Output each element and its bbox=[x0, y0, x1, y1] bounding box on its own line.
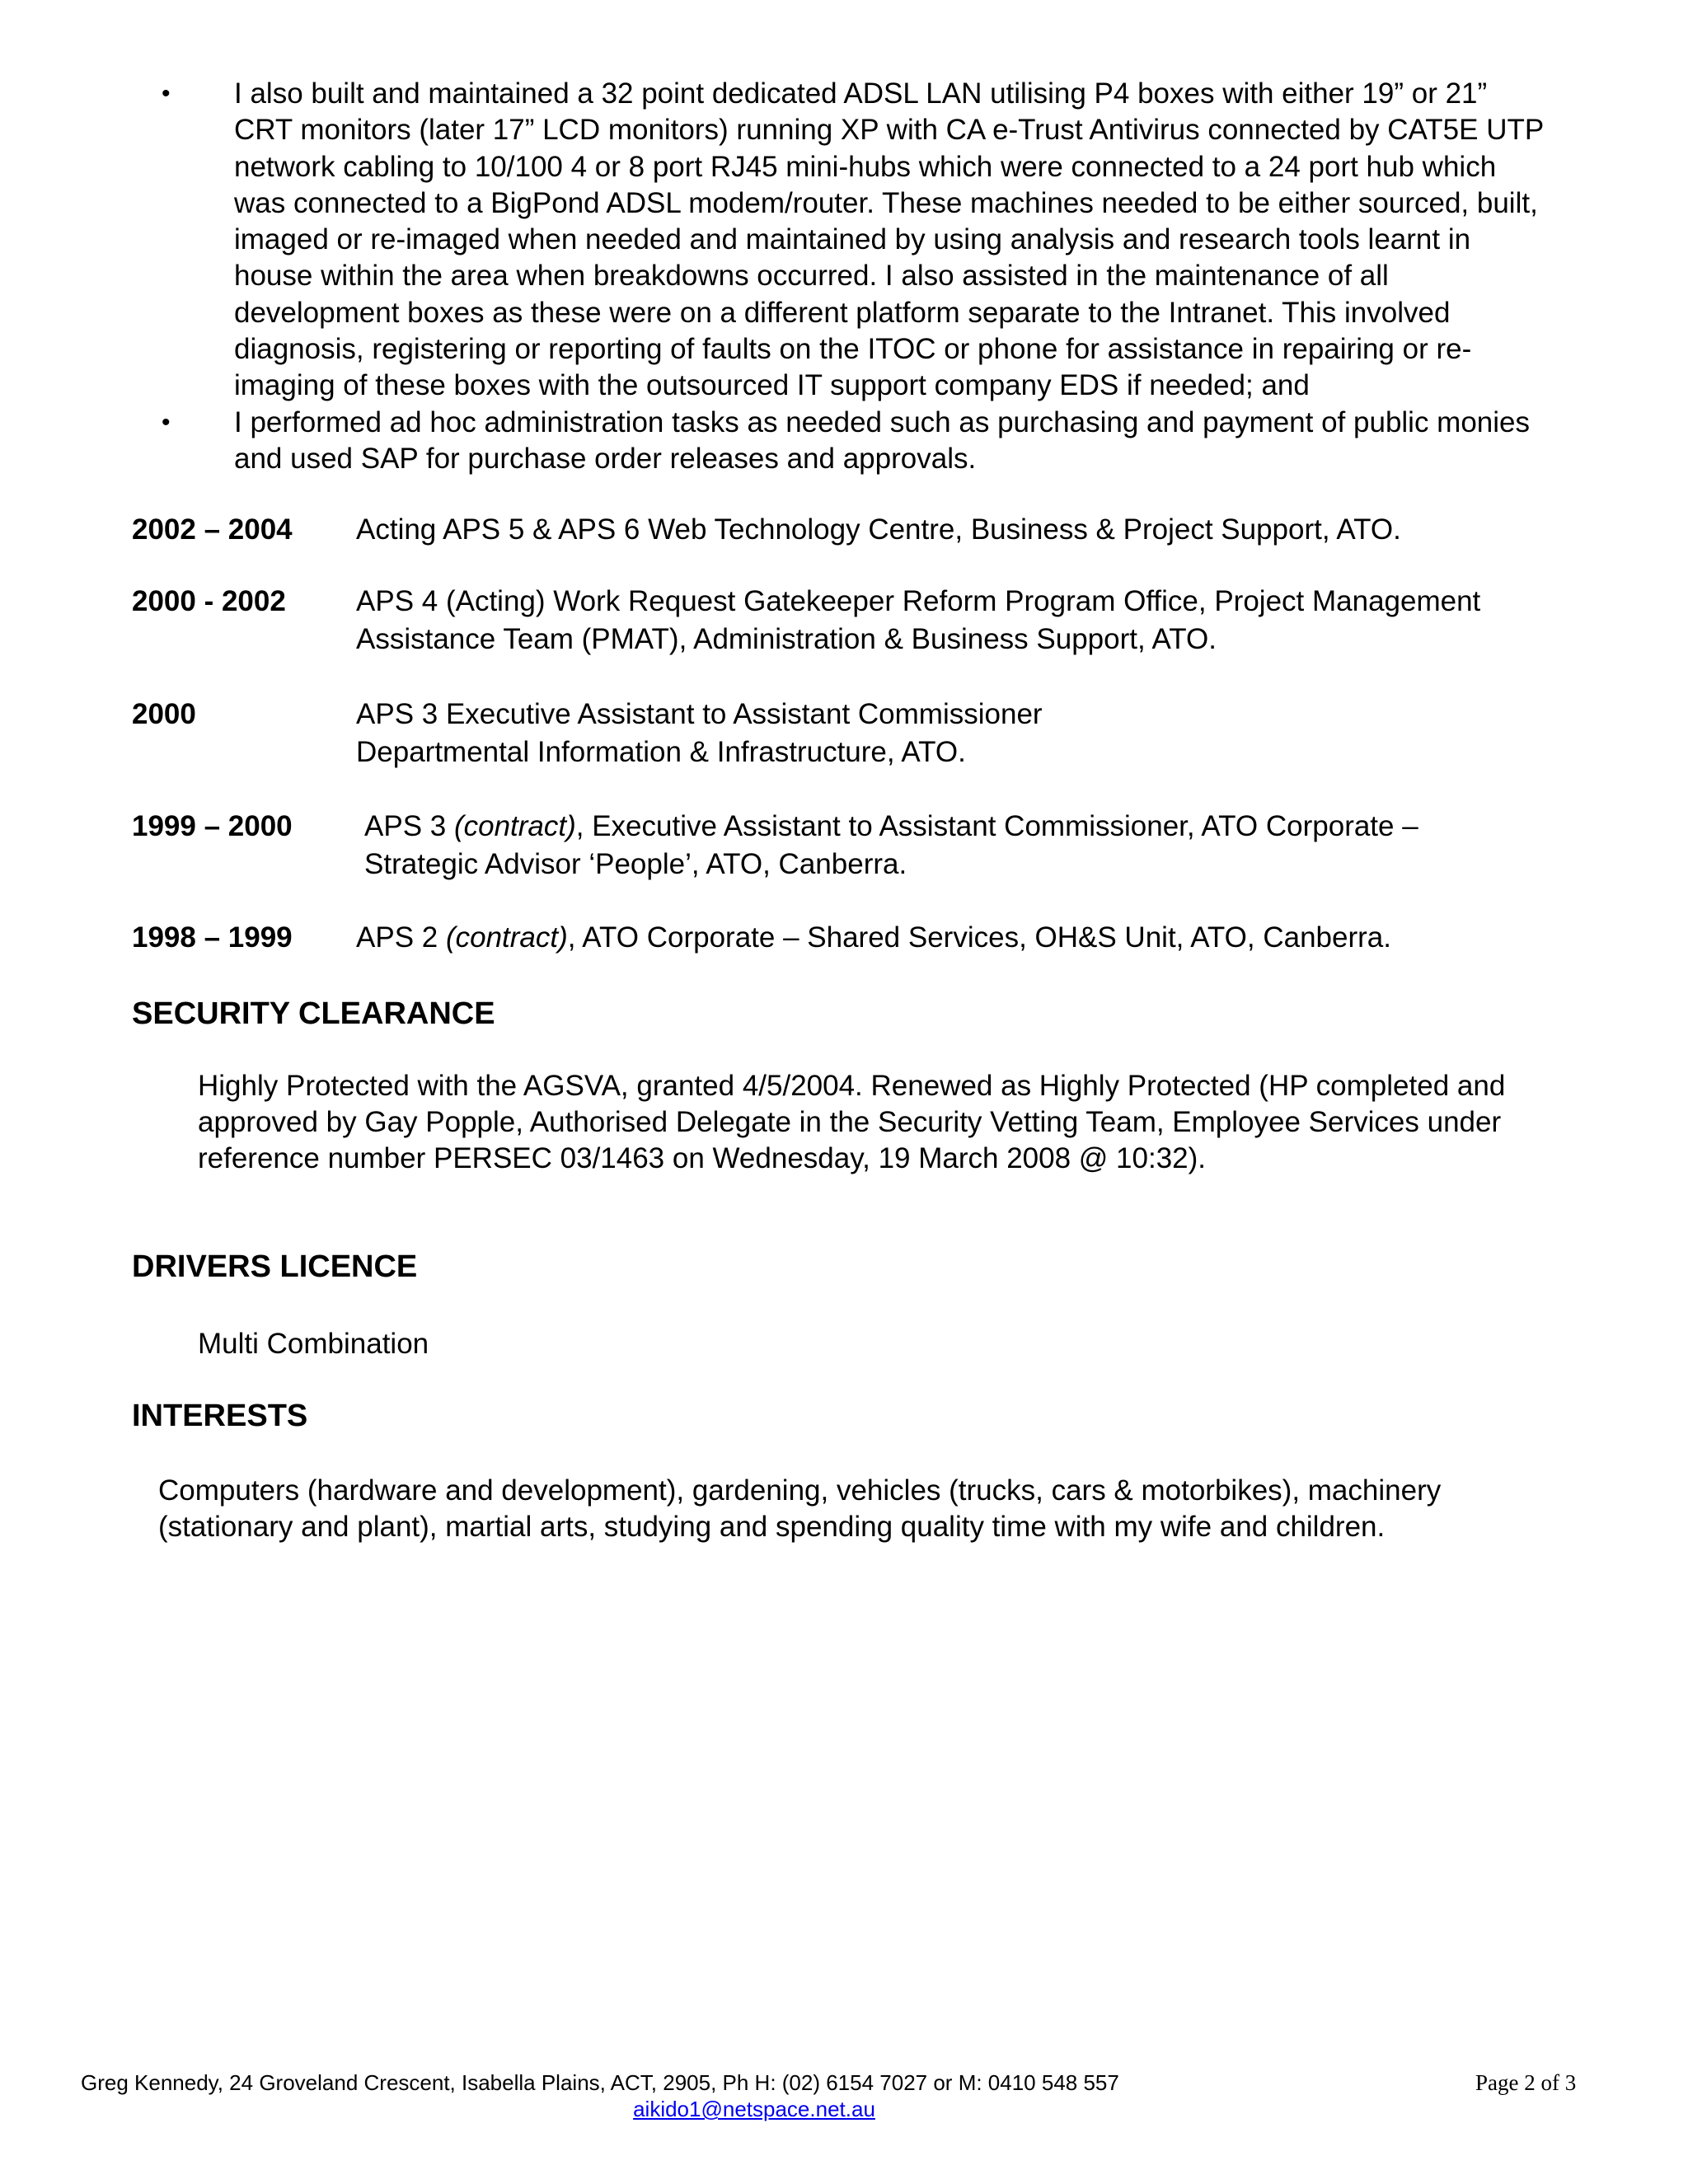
job-line bbox=[364, 808, 1688, 846]
job-line bbox=[356, 919, 1688, 957]
job-line-text: APS 3 bbox=[364, 810, 454, 842]
job-description bbox=[364, 808, 1688, 883]
bullet-text: I performed ad hoc administration tasks as needed such as purchasing and payment of public monies and used SAP for purchase order releases and approvals. bbox=[234, 405, 1531, 475]
job-contract-label: (contract) bbox=[453, 810, 576, 842]
interests-text: Computers (hardware and development), gardening, vehicles (trucks, cars & motorbikes), machinery (stationary and plant), martial arts, studying and spending quality time with my wife and children. bbox=[158, 1474, 1442, 1543]
job-years: 2000 - 2002 bbox=[132, 585, 286, 617]
footer-email-link[interactable]: aikido1@netspace.net.au bbox=[633, 2097, 875, 2121]
duties-bullet-list bbox=[132, 76, 1550, 477]
security-clearance-heading: SECURITY CLEARANCE bbox=[132, 996, 495, 1031]
job-line: Acting APS 5 & APS 6 Web Technology Centre, Business & Project Support, ATO. bbox=[356, 513, 1401, 546]
page-number: Page 2 of 3 bbox=[1475, 2070, 1577, 2095]
job-years: 2002 – 2004 bbox=[132, 513, 293, 546]
job-line: Assistance Team (PMAT), Administration & Business Support, ATO. bbox=[356, 623, 1217, 655]
bullet-dot-icon: • bbox=[162, 80, 171, 107]
job-description bbox=[356, 511, 1688, 549]
bullet-item bbox=[132, 405, 1550, 478]
job-line: Departmental Information & Infrastructure, ATO. bbox=[356, 736, 966, 768]
footer-contact-details: Greg Kennedy, 24 Groveland Crescent, Isabella Plains, ACT, 2905, Ph H: (02) 6154 7027 or M: 0410 548 557 bbox=[81, 2070, 1119, 2095]
job-description bbox=[356, 919, 1688, 957]
job-line: APS 4 (Acting) Work Request Gatekeeper Reform Program Office, Project Management bbox=[356, 585, 1481, 617]
security-clearance-text: Highly Protected with the AGSVA, granted 4/5/2004. Renewed as Highly Protected (HP completed and approved by Gay Popple, Authorised Delegate in the Security Vetting Team, Employee Services under reference number PERSEC 03/1463 on Wednesday, 19 March 2008 @ 10:32). bbox=[198, 1070, 1506, 1174]
bullet-text: I also built and maintained a 32 point dedicated ADSL LAN utilising P4 boxes with either 19” or 21” CRT monitors (later 17” LCD monitors) running XP with CA e-Trust Antivirus connected by CAT5E UTP network cabling to 10/100 4 or 8 port RJ45 mini-hubs which were connected to a 24 port hub which was connected to a BigPond ADSL modem/router. These machines needed to be either sourced, built, imaged or re-imaged when needed and maintained by using analysis and research tools learnt in house within the area when breakdowns occurred. I also assisted in the maintenance of all development boxes as these were on a different platform separate to the Intranet. This involved diagnosis, registering or reporting of faults on the ITOC or phone for assistance in repairing or re-imaging of these boxes with the outsourced IT support company EDS if needed; and bbox=[234, 77, 1544, 402]
bullet-dot-icon: • bbox=[162, 408, 171, 436]
job-description bbox=[356, 696, 1688, 771]
job-contract-label: (contract) bbox=[445, 921, 568, 954]
drivers-licence-text: Multi Combination bbox=[198, 1328, 429, 1360]
job-line-text: , ATO Corporate – Shared Services, OH&S Unit, ATO, Canberra. bbox=[567, 921, 1391, 954]
bullet-item bbox=[132, 76, 1550, 405]
interests-heading: INTERESTS bbox=[132, 1399, 308, 1433]
drivers-licence-heading: DRIVERS LICENCE bbox=[132, 1249, 418, 1284]
job-line-text: , Executive Assistant to Assistant Commissioner, ATO Corporate – bbox=[575, 810, 1418, 842]
job-line-text: APS 2 bbox=[356, 921, 446, 954]
job-years: 1998 – 1999 bbox=[132, 921, 293, 954]
job-line: APS 3 Executive Assistant to Assistant Commissioner bbox=[356, 698, 1043, 730]
job-description bbox=[356, 583, 1688, 658]
job-years: 1999 – 2000 bbox=[132, 810, 293, 842]
job-line: Strategic Advisor ‘People’, ATO, Canberra. bbox=[364, 848, 907, 880]
job-years: 2000 bbox=[132, 698, 196, 730]
